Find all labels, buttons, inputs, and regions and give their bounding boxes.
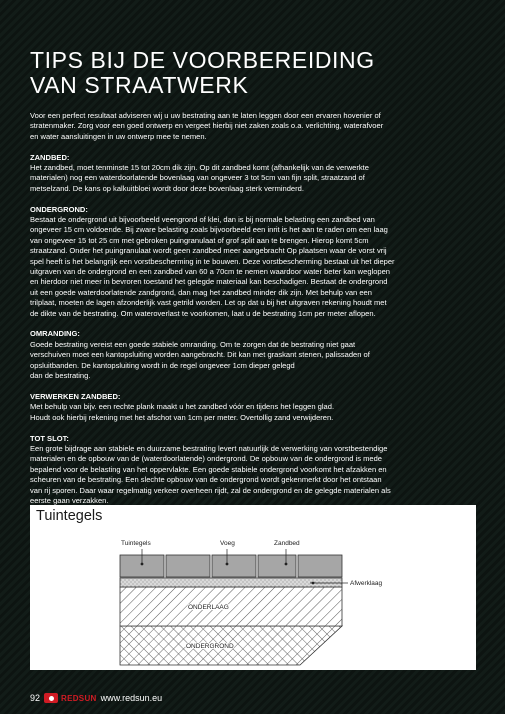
section-line: opsluitbanden. De kantopsluiting wordt in de regel ongeveer 1cm dieper gelegd [30, 360, 295, 370]
intro-line: Voor een perfect resultaat adviseren wij u uw bestrating aan te laten leggen door een ervaren hovenier of [30, 111, 381, 120]
sandbed-layer [120, 578, 342, 587]
label-subsoil: ONDERGROND [186, 643, 234, 650]
section-line: Goede bestrating vereist een goede stabiele omranding. Om te zorgen dat de bestrating niet gaat [30, 339, 356, 349]
label-tiles: Tuintegels [121, 540, 151, 547]
page-footer [30, 690, 162, 706]
layer-diagram [30, 505, 476, 670]
article-body [30, 111, 478, 506]
section-line: scheuren van de bestrating. Een slechte opbouw van de ondergrond wordt gekenmerkt door het ontstaan [30, 475, 382, 485]
label-finish-layer: Afwerklaag [350, 580, 383, 587]
section-line: uitgraven van de ondergrond en een zandbed van 60 a 70cm te nemen waardoor water beter kan weglopen [30, 267, 390, 277]
tiles-marker [141, 563, 144, 566]
section-line: verschuiven moet een kantopsluiting worden aangebracht. Dit kan met graskant stenen, palissaden of [30, 350, 370, 360]
label-joint: Voeg [220, 540, 235, 547]
section-title: OMRANDING: [30, 329, 80, 339]
section-tot-slot [30, 434, 478, 507]
title-line-2: VAN STRAATWERK [30, 72, 249, 98]
sublayer-layer [120, 587, 342, 626]
section-ondergrond [30, 205, 478, 319]
section-line: Bestaat de ondergrond uit bijvoorbeeld veengrond of klei, dan is bij normale belasting een zandbed van [30, 215, 375, 225]
section-title: ZANDBED: [30, 152, 70, 162]
joint-marker [226, 563, 229, 566]
redsun-logo-icon [44, 693, 58, 703]
section-title: VERWERKEN ZANDBED: [30, 391, 121, 401]
section-line: de dikte van de bestrating. Om wateroverlast te voorkomen, laat u de bestrating 1cm per meter aflopen. [30, 308, 376, 318]
section-line: spel heeft is het belangrijk een vorstbescherming in te bouwen. Deze vorstbescherming bestaat uit het dieper [30, 256, 395, 266]
section-title: TOT SLOT: [30, 433, 69, 443]
section-line: dan de bestrating. [30, 371, 91, 381]
page-number: 92 [30, 693, 41, 703]
paving-diagram [30, 505, 476, 670]
brand-name: REDSUN [61, 693, 97, 703]
intro-line: en water aansluitingen in uw ontwerp mee te nemen. [30, 131, 207, 141]
section-line: en hierdoor niet meer in bevroren toestand het gelegde materiaal kan beschadigen. Bestaat de ondergrond [30, 277, 388, 287]
section-omranding [30, 329, 478, 381]
section-line: trilplaat, moeten de lagen afzonderlijk vast getrild worden. Let op dat u bij het uitgraven rekening houdt met [30, 298, 387, 308]
tile-5 [298, 555, 342, 577]
section-line: eerste gaan verzakken. [30, 495, 109, 505]
section-line: Een grote bijdrage aan stabiele en duurzame bestrating levert natuurlijk de verwerking van vorstbestendige [30, 443, 388, 453]
intro-line: stratenmaker. Zorg voor een goed ontwerp en vergeet hierbij niet zaken zoals o.a. verlichting, waterafvoer [30, 121, 384, 131]
section-line: uit een goede waterdoorlatende zandgrond, dan mag het zandbed minder dik zijn. Met behulp van een [30, 287, 372, 297]
section-line: bepalend voor de belasting van het oppervlakte. Een goede stabiele ondergrond voorkomt het afzakken en [30, 464, 387, 474]
section-line: materialen en de opbouw van de (waterdoorlatende) ondergrond. De opbouw van de ondergrond is mede [30, 454, 383, 464]
sandbed-marker [285, 563, 288, 566]
finish-layer-marker [312, 582, 315, 585]
section-line: Met behulp van bijv. een rechte plank maakt u het zandbed vóór en tijdens het leggen glad. [30, 402, 335, 412]
tile-4 [258, 555, 296, 577]
section-line: Houdt ook hierbij rekening met het afschot van 1cm per meter. Overtollig zand verwijderen. [30, 412, 334, 422]
section-line: straatzand. Onder het puingranulaat wordt geen zandbed meer aangebracht Op plaatsen waar de vorst vrij [30, 246, 387, 256]
label-sublayer: ONDERLAAG [188, 604, 229, 611]
section-line: van ongeveer 15 tot 25 cm met gebroken puingranulaat of grof split aan te brengen. Hierop komt 5cm [30, 235, 369, 245]
tile-3 [212, 555, 256, 577]
website-link[interactable]: www.redsun.eu [100, 693, 163, 703]
section-zandbed [30, 153, 478, 195]
intro-paragraph [30, 111, 478, 142]
section-line: van rij sporen. Daar waar regelmatig verkeer overheen rijdt, zal de ondergrond en de gelegde materialen als [30, 485, 391, 495]
diagram-title: Tuintegels [36, 508, 103, 524]
tile-2 [166, 555, 210, 577]
section-verwerken-zandbed [30, 392, 478, 423]
section-line: metselzand. De kans op kalkuitbloei wordt door deze bovenlaag sterk verminderd. [30, 183, 304, 193]
section-title: ONDERGROND: [30, 204, 88, 214]
title-line-1: TIPS BIJ DE VOORBEREIDING [30, 47, 375, 73]
label-sandbed: Zandbed [274, 540, 300, 547]
section-line: ongeveer 15 cm voldoende. Bij zware belasting zoals bijvoorbeeld een inrit is het aan te raden om een laag [30, 225, 388, 235]
section-line: materialen) nog een waterdoorlatende bovenlaag van ongeveer 3 tot 5cm van fijn split, straatzand of [30, 173, 365, 183]
section-line: Het zandbed, moet tenminste 15 tot 20cm dik zijn. Op dit zandbed komt (afhankelijk van de verwerkte [30, 163, 369, 173]
page-title [30, 48, 480, 98]
